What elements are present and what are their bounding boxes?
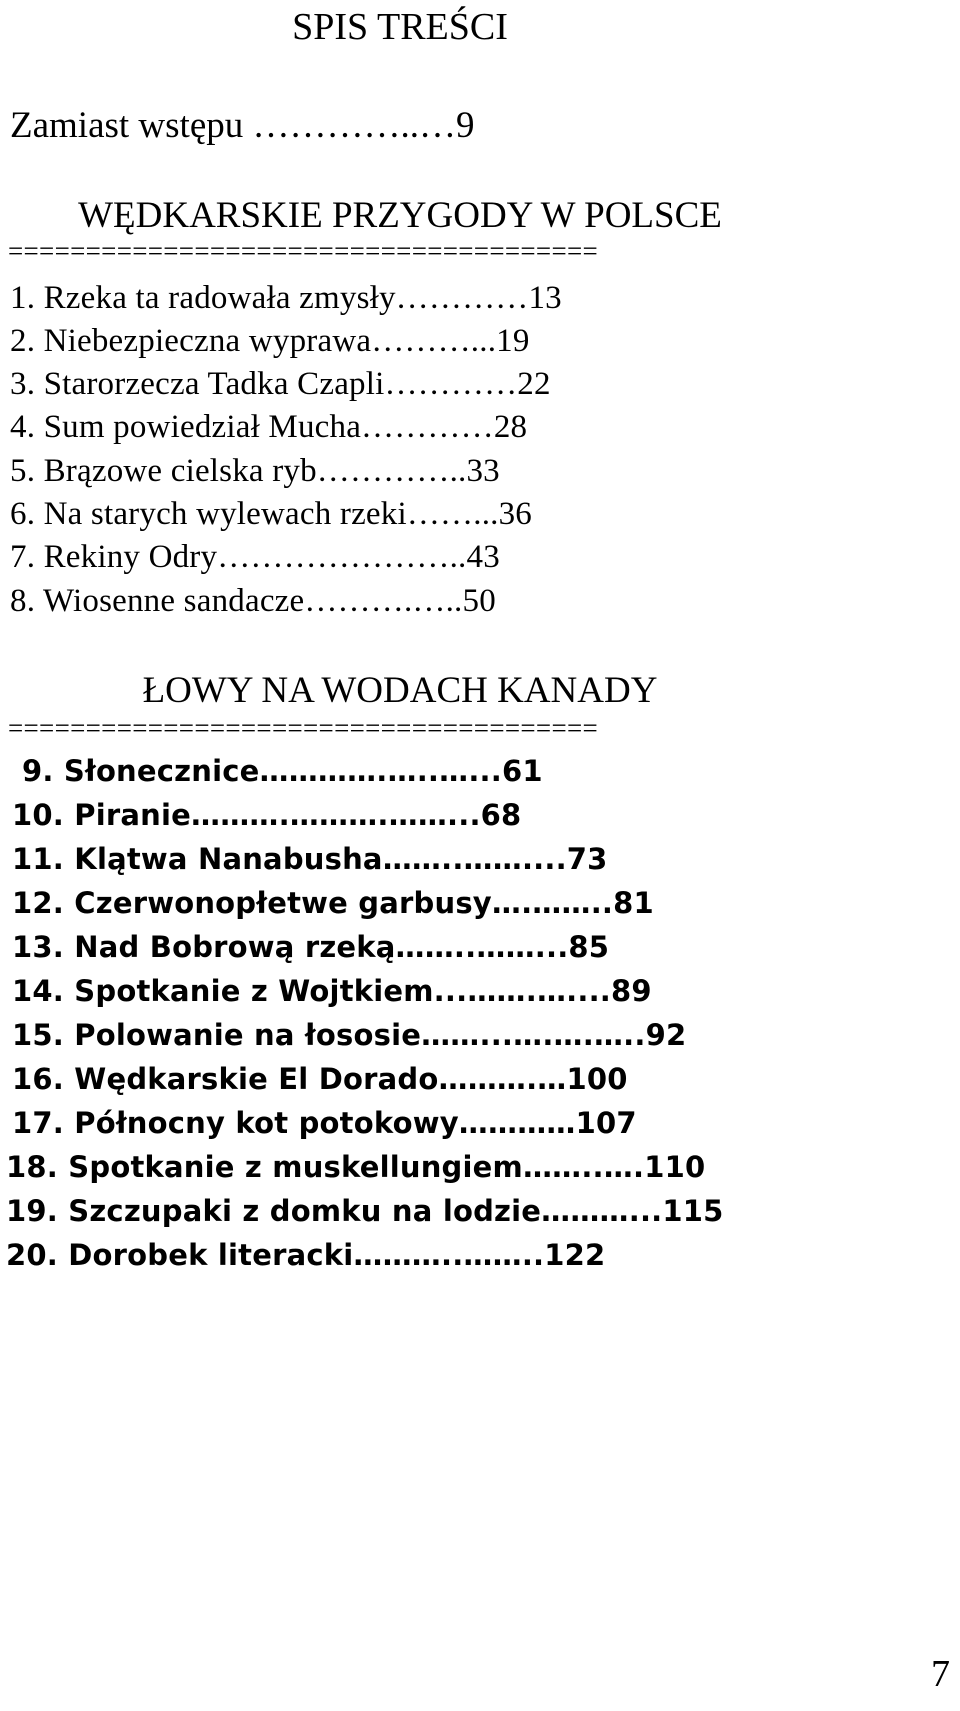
toc-entry: 7. Rekiny Odry…………………..43 [10, 539, 500, 575]
toc-entry: 14. Spotkanie z Wojtkiem...…….…....89 [12, 974, 652, 1008]
toc-entry: 19. Szczupaki z domku na lodzie………...115 [6, 1194, 724, 1228]
toc-entry: 17. Północny kot potokowy…………107 [12, 1106, 637, 1140]
toc-entry: 2. Niebezpieczna wyprawa………...19 [10, 323, 530, 359]
toc-entry: 12. Czerwonopłetwe garbusy….……..81 [12, 886, 654, 920]
toc-entry: 8. Wiosenne sandacze……….…..50 [10, 583, 496, 619]
section-heading-canada: ŁOWY NA WODACH KANADY [142, 670, 658, 711]
section-separator-poland: ====================================== [8, 236, 599, 266]
page-number: 7 [931, 1653, 950, 1695]
page-title: SPIS TREŚCI [292, 6, 508, 48]
toc-entry: 1. Rzeka ta radowała zmysły…………13 [10, 280, 562, 316]
toc-entry: 9. Słonecznice………….…..…...61 [22, 754, 543, 788]
toc-entry: 4. Sum powiedział Mucha…………28 [10, 409, 528, 445]
toc-entry: 13. Nad Bobrową rzeką……..……...85 [12, 930, 610, 964]
section-separator-canada: ====================================== [8, 713, 599, 743]
toc-entry: 3. Starorzecza Tadka Czapli…………22 [10, 366, 551, 402]
toc-entry: 10. Piranie……….……….……...68 [12, 798, 522, 832]
toc-entry: 16. Wędkarskie El Dorado……….…100 [12, 1062, 628, 1096]
toc-entry: 18. Spotkanie z muskellungiem……..….110 [6, 1150, 706, 1184]
toc-entry-intro: Zamiast wstępu …………..…9 [10, 105, 475, 146]
section-heading-poland: WĘDKARSKIE PRZYGODY W POLSCE [78, 195, 722, 236]
toc-entry: 20. Dorobek literacki………..……..122 [6, 1238, 606, 1272]
toc-entry: 5. Brązowe cielska ryb…………..33 [10, 453, 500, 489]
toc-entry: 6. Na starych wylewach rzeki……...36 [10, 496, 532, 532]
toc-entry: 15. Polowanie na łososie……...….….…..92 [12, 1018, 687, 1052]
toc-entry: 11. Klątwa Nanabusha……..……....73 [12, 842, 608, 876]
